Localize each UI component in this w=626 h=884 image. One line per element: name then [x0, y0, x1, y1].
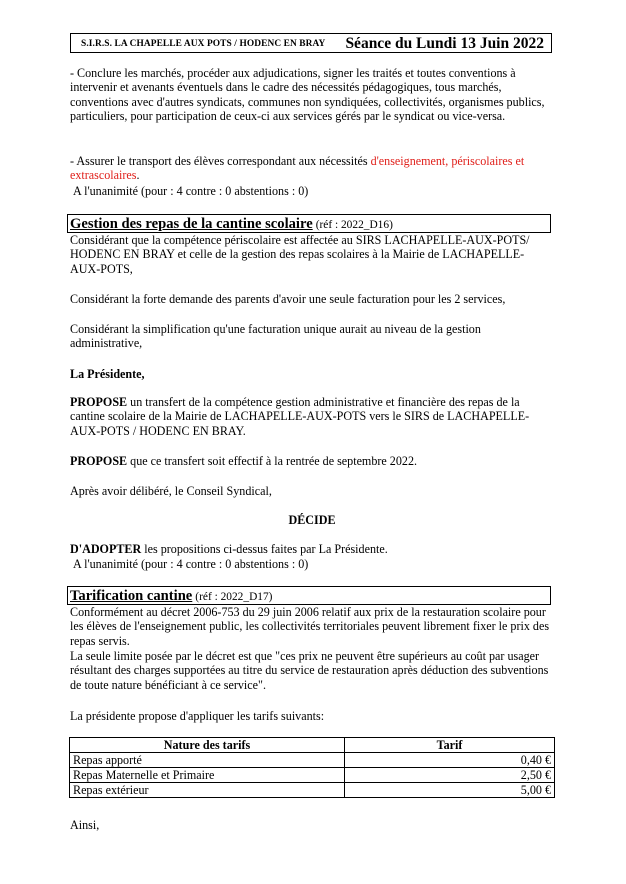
propose-keyword: PROPOSE	[70, 395, 128, 409]
transport-suffix: .	[136, 168, 140, 183]
intro-vote-result: A l'unanimité (pour : 4 contre : 0 abstentions : 0)	[73, 184, 309, 198]
s1-paragraph-demand: Considérant la forte demande des parents d'avoir une seule facturation pour les 2 services,	[70, 292, 506, 306]
s1-vote-result: A l'unanimité (pour : 4 contre : 0 abstentions : 0)	[73, 557, 309, 571]
s1-proposal-transfer	[70, 395, 550, 438]
proposal-text: un transfert de la compétence gestion administrative et financière des repas de la cantine scolaire de la Mairie de LACHAPELLE-AUX-POTS vers le SIRS de LACHAPELLE-AUX-POTS / HODENC EN BRAY.	[70, 395, 530, 438]
column-header: Tarif	[345, 738, 555, 753]
s2-paragraph-limit: La seule limite posée par le décret est que "ces prix ne peuvent être supérieurs au coût par usager résultant des charges supportées au titre du service de restauration après déduction des subventions de toute nature bénéficiant à ce service".	[70, 649, 549, 692]
s2-paragraph-decree: Conformément au décret 2006-753 du 29 juin 2006 relatif aux prix de la restauration scolaire pour les élèves de l'enseignement public, les collectivités territoriales peuvent librement fixer le prix des repas servis.	[70, 605, 550, 648]
intro-item-markets: - Conclure les marchés, procéder aux adjudications, signer les traités et toutes conventions à intervenir et avenants éventuels dans le cadre des nécessités pédagogiques, tous marchés, conventions avec d'autres syndicats, communes non syndiquées, collectivités, organismes publics, particuliers, pour participation de ceux-ci aux services gérés par le syndicat ou vice-versa.	[70, 66, 545, 124]
tariff-name: Repas extérieur	[70, 783, 345, 798]
transport-text: - Assurer le transport des élèves correspondant aux nécessités	[70, 154, 371, 168]
section-reference: (réf : 2022_D16)	[315, 219, 393, 231]
section-title: Gestion des repas de la cantine scolaire	[70, 216, 313, 232]
propose-keyword: PROPOSE	[70, 454, 128, 468]
section-reference: (réf : 2022_D17)	[195, 591, 273, 603]
tariff-price: 5,00 €	[345, 783, 555, 798]
proposal-text: que ce transfert soit effectif à la rentrée de septembre 2022.	[127, 454, 418, 468]
column-header: Nature des tarifs	[70, 738, 345, 753]
section-title: Tarification cantine	[70, 588, 193, 604]
s1-paragraph-simplification: Considérant la simplification qu'une facturation unique aurait au niveau de la gestion administrative,	[70, 322, 481, 351]
page-header	[70, 33, 552, 53]
tariff-name: Repas apporté	[70, 753, 345, 768]
s1-proposal-date	[70, 454, 550, 468]
s2-closing-ainsi: Ainsi,	[70, 818, 100, 832]
section-heading-cantine-management	[67, 214, 551, 233]
s1-paragraph-competence: Considérant que la compétence périscolaire est affectée au SIRS LACHAPELLE-AUX-POTS/ HODENC EN BRAY et celle de la gestion des repas scolaires à la Mairie de LACHAPELLE-AUX-POTS,	[70, 233, 530, 276]
tariff-price: 0,40 €	[345, 753, 555, 768]
table-row	[70, 768, 555, 783]
transport-highlight: d'enseignement, périscolaires et extrascolaires	[70, 154, 525, 183]
adoption-text: les propositions ci-dessus faites par La Présidente.	[141, 542, 388, 556]
table-header-row	[70, 738, 555, 753]
s1-adoption	[70, 542, 550, 556]
tariff-name: Repas Maternelle et Primaire	[70, 768, 345, 783]
s2-paragraph-proposal: La présidente propose d'appliquer les tarifs suivants:	[70, 709, 325, 723]
table-row	[70, 783, 555, 798]
section-heading-pricing	[67, 586, 551, 605]
adopter-keyword: D'ADOPTER	[70, 542, 142, 556]
s1-deliberation: Après avoir délibéré, le Conseil Syndical,	[70, 484, 272, 498]
header-session-date: Séance du Lundi 13 Juin 2022	[345, 35, 544, 52]
table-row	[70, 753, 555, 768]
intro-item-transport	[70, 154, 550, 183]
s1-decide-heading: DÉCIDE	[288, 513, 336, 527]
tariff-price: 2,50 €	[345, 768, 555, 783]
header-organization: S.I.R.S. LA CHAPELLE AUX POTS / HODENC EN BRAY	[81, 39, 326, 49]
s1-presidente-label: La Présidente,	[70, 367, 145, 381]
pricing-table	[69, 737, 555, 798]
